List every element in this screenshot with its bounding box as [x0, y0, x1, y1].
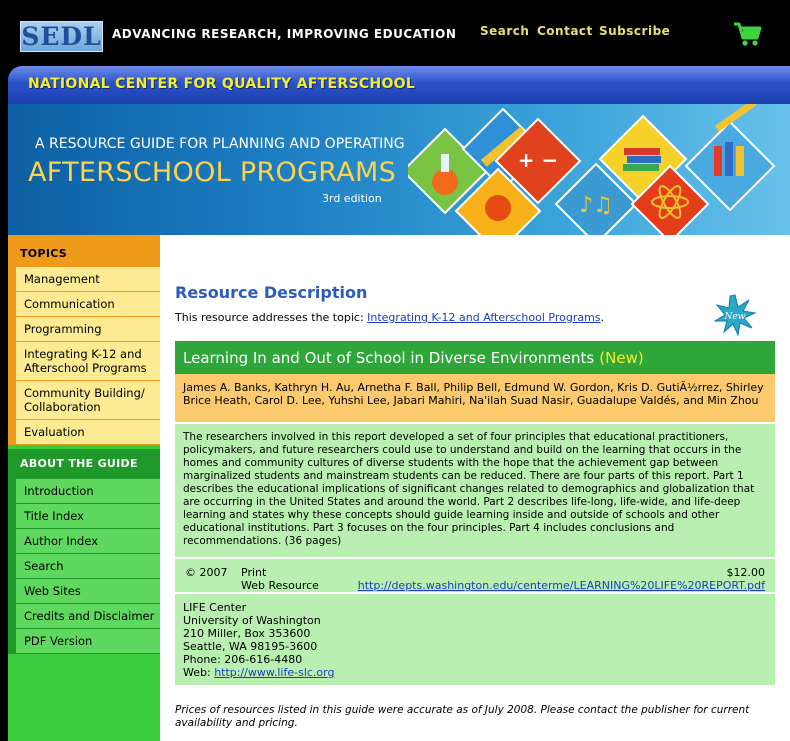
topic-programming[interactable]: Programming — [8, 317, 160, 342]
resource-url-link[interactable]: http://depts.washington.edu/centerme/LEARNING%20LIFE%20REPORT.pdf — [357, 579, 765, 592]
top-bar — [0, 0, 790, 66]
search-link[interactable]: Search — [480, 24, 530, 38]
resource-entry — [175, 341, 775, 685]
sidebar — [8, 235, 160, 741]
topic-integrating-k12[interactable]: Integrating K-12 and Afterschool Programs — [8, 342, 160, 381]
shopping-cart-icon[interactable] — [732, 18, 762, 48]
resource-authors: James A. Banks, Kathryn H. Au, Arnetha F. Ball, Philip Bell, Edmund W. Gordon, Kris D. GutiÃ½rrez, Shirley Brice Heath, Carol D. Lee, Yuhshi Lee, Jabari Mahiri, Na'ilah Suad Nasir, Guadalupe Valdés, and Min Zhou — [175, 374, 775, 424]
about-search[interactable]: Search — [8, 554, 160, 579]
resource-title: Learning In and Out of School in Diverse Environments — [183, 349, 595, 367]
publisher-web-link[interactable]: http://www.life-slc.org — [214, 666, 335, 679]
publisher-info — [175, 594, 775, 685]
price: $12.00 — [726, 566, 765, 579]
subscribe-link[interactable]: Subscribe — [599, 24, 671, 38]
format-web-resource: Web Resource — [241, 579, 319, 592]
hero-subtitle: A RESOURCE GUIDE FOR PLANNING AND OPERATING — [35, 136, 405, 152]
publication-year: © 2007 — [185, 566, 228, 579]
about-title-index[interactable]: Title Index — [8, 504, 160, 529]
contact-link[interactable]: Contact — [537, 24, 593, 38]
svg-text:♪♫: ♪♫ — [579, 193, 613, 218]
topic-link[interactable]: Integrating K-12 and Afterschool Programs — [367, 311, 601, 324]
topic-community-building[interactable]: Community Building/ Collaboration — [8, 381, 160, 420]
about-introduction[interactable]: Introduction — [8, 479, 160, 504]
publisher-name: LIFE Center — [183, 601, 247, 614]
about-heading: ABOUT THE GUIDE — [8, 449, 160, 479]
publisher-web-line — [183, 666, 767, 679]
page-title: Resource Description — [175, 283, 368, 302]
price-footnote: Prices of resources listed in this guide were accurate as of July 2008. Please contact the publisher for current availability and pricing. — [175, 704, 750, 729]
hero-banner — [8, 104, 790, 235]
publisher-web-label: Web: — [183, 666, 215, 679]
topic-communication[interactable]: Communication — [8, 292, 160, 317]
publisher-city: Seattle, WA 98195-3600 — [183, 640, 318, 653]
topic-line-suffix: . — [600, 311, 605, 324]
resource-title-row — [175, 341, 775, 374]
topics-heading: TOPICS — [8, 235, 160, 267]
publisher-university: University of Washington — [183, 614, 321, 627]
publisher-address: 210 Miller, Box 353600 — [183, 627, 311, 640]
about-credits[interactable]: Credits and Disclaimer — [8, 604, 160, 629]
hero-edition: 3rd edition — [322, 192, 382, 205]
new-label: (New) — [599, 349, 644, 367]
topic-line-prefix: This resource addresses the topic: — [175, 311, 368, 324]
tagline: ADVANCING RESEARCH, IMPROVING EDUCATION — [112, 27, 457, 41]
hero-illustration — [408, 104, 790, 235]
center-title-bar — [8, 66, 790, 104]
topic-line — [175, 311, 604, 324]
new-badge-icon — [714, 294, 756, 336]
resource-description: The researchers involved in this report developed a set of four principles that educational practitioners, policymakers, and future researchers could use to understand and build on the learning that occurs in the homes and community cultures of diverse students with the hope that the achievement gap between marginalized students and mainstream students can be reduced. There are four parts of this report. Part 1 describes the educational implications of significant changes related to demographics and globalization that are occurring in the United States and around the world. Part 2 describes life-long, life-wide, and life-deep learning and states why these concepts should guide learning inside and outside of schools and other educational institutions. Part 3 focuses on the four principles. Part 4 includes conclusions and recommendations. (36 pages) — [175, 424, 775, 559]
format-print: Print — [241, 566, 267, 579]
center-title: NATIONAL CENTER FOR QUALITY AFTERSCHOOL — [28, 76, 416, 92]
about-author-index[interactable]: Author Index — [8, 529, 160, 554]
topic-evaluation[interactable]: Evaluation — [8, 420, 160, 445]
new-badge-label: New — [724, 312, 746, 322]
svg-text:+ −: + − — [517, 148, 559, 172]
main-content — [160, 235, 790, 741]
publisher-phone: Phone: 206-616-4480 — [183, 653, 303, 666]
hero-title: AFTERSCHOOL PROGRAMS — [28, 157, 397, 188]
about-pdf-version[interactable]: PDF Version — [8, 629, 160, 654]
sedl-logo[interactable]: SEDL — [21, 22, 102, 51]
publication-info — [175, 559, 775, 594]
about-web-sites[interactable]: Web Sites — [8, 579, 160, 604]
topic-management[interactable]: Management — [8, 267, 160, 292]
